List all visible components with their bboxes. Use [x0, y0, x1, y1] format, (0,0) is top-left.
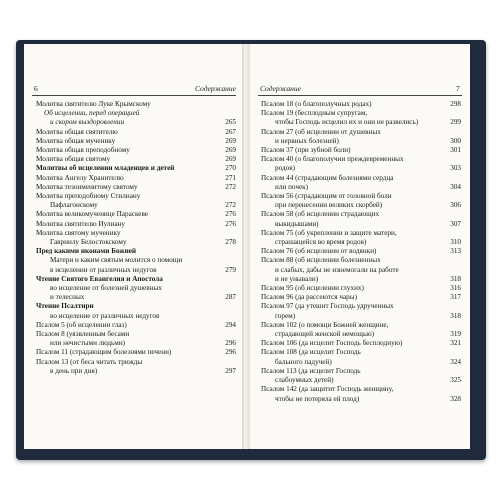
toc-entry — [261, 339, 461, 348]
right-page-number: 7 — [456, 84, 460, 93]
toc-entry-text: во исцеление от различных недугов — [50, 311, 160, 320]
toc-page-number: 324 — [450, 357, 461, 366]
toc-entry-text: Псалом 13 (от беса читать трижды — [36, 357, 143, 366]
left-toc-list — [36, 100, 236, 376]
toc-page-number: 301 — [450, 146, 461, 155]
toc-entry — [36, 348, 236, 357]
toc-entry-text: Псалом 8 (уязвленным бесами — [36, 330, 130, 339]
toc-page-number: 271 — [225, 173, 236, 182]
toc-entry — [36, 330, 236, 348]
toc-entry-text: Пафлагонскому — [50, 201, 98, 210]
toc-page-number: 270 — [225, 164, 236, 173]
toc-entry — [261, 385, 461, 403]
left-running-header: Содержание — [195, 84, 236, 93]
toc-entry-text: Молитва общая святителю — [36, 127, 118, 136]
toc-entry-text: Об исцелении, перед операцией — [44, 109, 140, 118]
toc-entry-text: выкидышами) — [275, 219, 319, 228]
toc-entry-text: Псалом 5 (об исцелении глаз) — [36, 320, 127, 329]
toc-entry-text: Псалом 58 (об исцелении страдающих — [261, 210, 380, 219]
toc-entry — [261, 348, 461, 366]
toc-entry — [261, 128, 461, 146]
toc-entry-text: Молитва Ангелу Хранителю — [36, 173, 124, 182]
toc-page-number: 294 — [225, 320, 236, 329]
toc-page-number: 269 — [225, 155, 236, 164]
toc-entry-text: Псалом 113 (да исцелит Господь — [261, 366, 361, 375]
toc-entry-text: Псалом 37 (при зубной боли) — [261, 146, 351, 155]
toc-page-number: 325 — [450, 376, 461, 385]
toc-page-number: 276 — [225, 219, 236, 228]
toc-entry — [261, 293, 461, 302]
toc-entry-text: Молитва тезоименитому святому — [36, 182, 138, 191]
toc-entry-text: бального падучей) — [275, 357, 332, 366]
toc-entry-text: Псалом 95 (об исцелении глухих) — [261, 284, 364, 293]
toc-entry — [36, 302, 236, 320]
toc-entry-text: Псалом 75 (об укреплении и защите матери, — [261, 228, 397, 237]
toc-entry-text: Гавриилу Белостокскому — [50, 238, 127, 247]
toc-page-number: 318 — [450, 311, 461, 320]
toc-entry-text: Молитва общая святому — [36, 155, 111, 164]
toc-entry — [36, 174, 236, 183]
toc-entry-text: Молитва преподобному Стилиану — [36, 192, 141, 201]
toc-page-number: 299 — [450, 118, 461, 127]
right-toc-list — [261, 100, 461, 404]
right-header-rule — [258, 95, 462, 96]
toc-entry-text: чтобы Господь исцелил их и они не развелись) — [275, 118, 419, 127]
toc-entry-text: в исцелении от различных недугов — [50, 265, 157, 274]
toc-entry-text: Псалом 11 (страдающим болезнями печени) — [36, 348, 172, 357]
toc-entry-text: Молитва общая мученику — [36, 136, 116, 145]
toc-page-number: 267 — [225, 127, 236, 136]
toc-page-number: 307 — [450, 219, 461, 228]
toc-entry-text: во исцеление от болезней душевных — [50, 284, 162, 293]
toc-entry — [36, 183, 236, 192]
toc-entry-text: Псалом 56 (страдающим от головной боли — [261, 192, 392, 201]
book-spine — [242, 44, 250, 449]
toc-entry — [36, 358, 236, 376]
toc-page-number: 321 — [450, 339, 461, 348]
toc-entry-text: Молитва святому мученику — [36, 228, 121, 237]
toc-entry — [261, 192, 461, 210]
toc-entry — [36, 210, 236, 219]
toc-page-number: 272 — [225, 201, 236, 210]
toc-page-number: 306 — [450, 201, 461, 210]
toc-page-number: 319 — [450, 330, 461, 339]
toc-page-number: 313 — [450, 247, 461, 256]
toc-page-number: 287 — [225, 293, 236, 302]
toc-entry — [36, 100, 236, 109]
toc-entry — [261, 146, 461, 155]
toc-entry — [36, 146, 236, 155]
toc-page-number: 276 — [225, 210, 236, 219]
toc-entry-text: Молитва святителю Иулиану — [36, 219, 125, 228]
toc-entry-text: Псалом 96 (да рассеются чары) — [261, 293, 357, 302]
toc-entry-text: Псалом 40 (о благополучии преждевременных — [261, 155, 404, 164]
toc-entry-text: Псалом 27 (об исцелении от душевных — [261, 127, 381, 136]
toc-entry-text: при перенесении великих скорбей) — [275, 201, 383, 210]
toc-entry-text: Псалом 76 (об исцелении от водянки) — [261, 247, 377, 256]
toc-entry-text: Псалом 106 (да исцелит Господь бесплодную) — [261, 339, 403, 348]
toc-page-number: 298 — [450, 100, 461, 108]
toc-page-number: 316 — [450, 284, 461, 293]
toc-page-number: 300 — [450, 136, 461, 145]
toc-page-number: 278 — [225, 238, 236, 247]
toc-entry-text: страдающей женской немощью) — [275, 330, 375, 339]
toc-entry — [36, 192, 236, 210]
toc-entry-text: и не унывали) — [275, 274, 319, 283]
toc-entry-text: и слабых, дабы не изнемогали на работе — [275, 265, 399, 274]
toc-entry — [36, 164, 236, 173]
toc-page-number: 272 — [225, 182, 236, 191]
toc-entry-text: Чтение Святого Евангелия и Апостола — [36, 274, 163, 283]
toc-entry — [36, 137, 236, 146]
toc-entry — [36, 109, 236, 127]
toc-entry — [261, 100, 461, 109]
toc-entry-text: страшащейся во время родов) — [275, 238, 367, 247]
toc-page-number: 269 — [225, 136, 236, 145]
toc-entry-text: Матери и каким святым молится о помощи — [50, 256, 183, 265]
toc-entry — [261, 247, 461, 256]
toc-entry-text: Псалом 18 (о благополучных родах) — [261, 100, 372, 108]
toc-entry-text: и скором выздоровлении — [50, 118, 125, 127]
toc-entry-text: Чтение Псалтири — [36, 302, 94, 311]
left-page-number: 6 — [34, 84, 38, 93]
toc-entry — [36, 247, 236, 275]
toc-entry-text: Псалом 102 (о помощи Божией женщине, — [261, 320, 389, 329]
left-header-rule — [32, 95, 236, 96]
toc-entry — [261, 155, 461, 173]
toc-page-number: 296 — [225, 339, 236, 348]
toc-page-number: 269 — [225, 146, 236, 155]
toc-entry-text: Псалом 44 (страдающим болезнями сердца — [261, 173, 394, 182]
toc-entry-text: Псалом 97 (да утешит Господь удрученных — [261, 302, 394, 311]
toc-page-number: 296 — [225, 348, 236, 357]
toc-entry — [261, 284, 461, 293]
toc-entry-text: в день при дня) — [50, 366, 98, 375]
toc-entry-text: Пред какими иконами Божией — [36, 247, 137, 256]
toc-entry-text: чтобы не потеряла ей плод) — [275, 394, 360, 403]
toc-entry-text: горем) — [275, 311, 296, 320]
toc-entry — [261, 109, 461, 127]
toc-entry — [36, 220, 236, 229]
toc-page-number: 304 — [450, 182, 461, 191]
toc-entry-text: или нечистыми людьми) — [50, 339, 126, 348]
toc-entry — [36, 229, 236, 247]
toc-entry-text: Псалом 19 (бесплодным супругам, — [261, 109, 368, 118]
toc-page-number: 318 — [450, 274, 461, 283]
toc-page-number: 317 — [450, 293, 461, 302]
toc-entry — [36, 155, 236, 164]
toc-entry-text: Псалом 108 (да исцелит Господь — [261, 348, 361, 357]
toc-entry-text: или почек) — [275, 182, 309, 191]
toc-page-number: 303 — [450, 164, 461, 173]
toc-page-number: 265 — [225, 118, 236, 127]
toc-entry-text: Молитва общая преподобному — [36, 146, 130, 155]
toc-entry-text: родов) — [275, 164, 296, 173]
toc-page-number: 310 — [450, 238, 461, 247]
toc-entry-text: слабоумных детей) — [275, 376, 334, 385]
toc-entry-text: и нервных болезней) — [275, 136, 339, 145]
toc-entry — [36, 275, 236, 303]
toc-entry-text: Псалом 142 (да защитит Господь женщину, — [261, 385, 394, 394]
toc-entry — [36, 321, 236, 330]
toc-entry-text: Молитвы об исцелении младенцев и детей — [36, 164, 175, 173]
toc-entry — [261, 302, 461, 320]
toc-entry-text: Псалом 88 (об исцелении болезненных — [261, 256, 381, 265]
toc-page-number: 297 — [225, 366, 236, 375]
toc-entry-text: Молитва великомученице Параскеве — [36, 210, 149, 219]
toc-entry — [261, 321, 461, 339]
right-running-header: Содержание — [260, 84, 301, 93]
toc-entry — [261, 367, 461, 385]
toc-page-number: 328 — [450, 394, 461, 403]
toc-entry — [261, 174, 461, 192]
toc-page-number: 279 — [225, 265, 236, 274]
toc-entry-text: и телесных — [50, 293, 85, 302]
toc-entry — [36, 128, 236, 137]
toc-entry — [261, 229, 461, 247]
toc-entry-text: Молитва святителю Луке Крымскому — [36, 100, 151, 108]
toc-entry — [261, 210, 461, 228]
toc-entry — [261, 256, 461, 284]
